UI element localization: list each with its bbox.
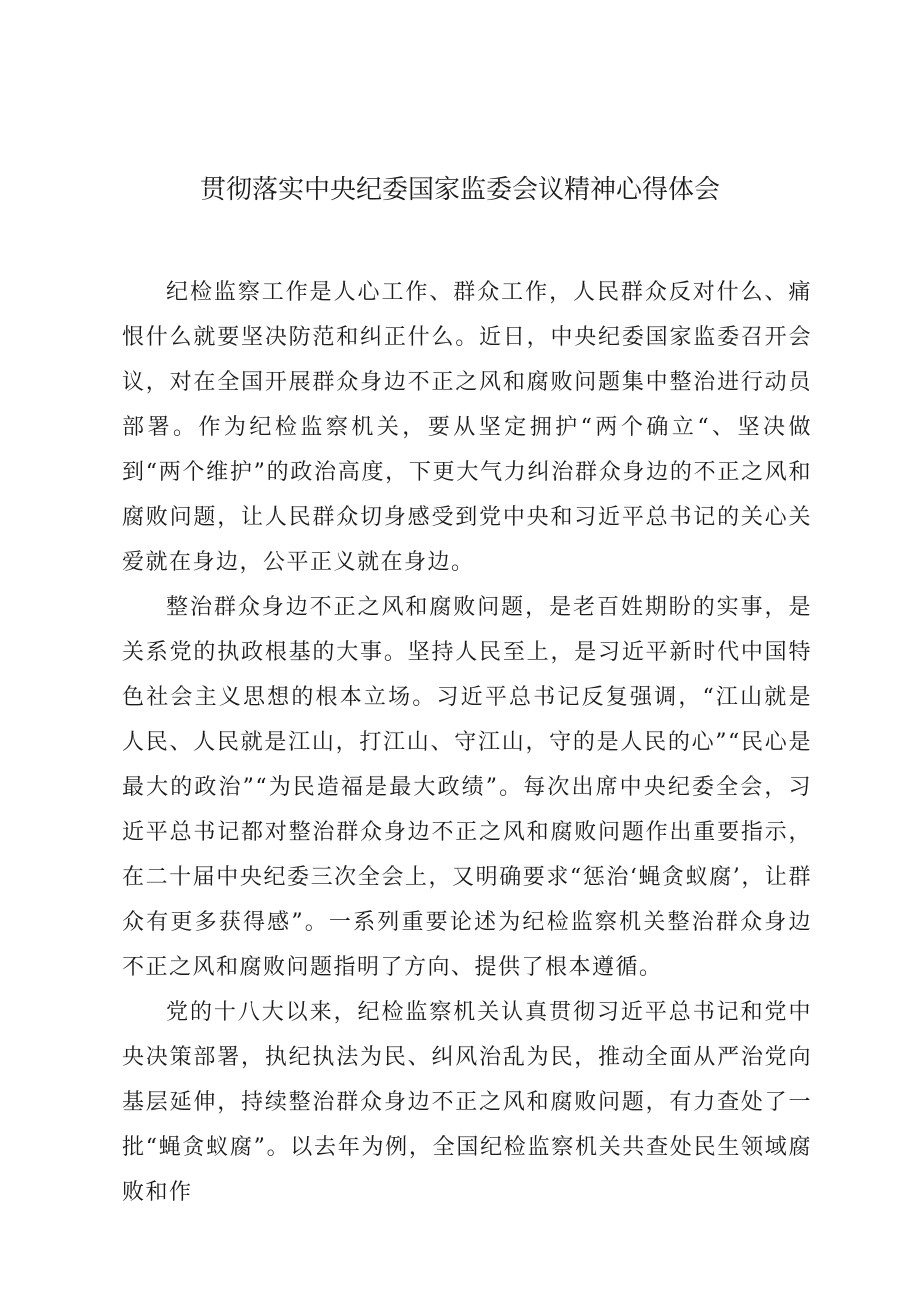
document-title: 贯彻落实中央纪委国家监委会议精神心得体会 <box>199 175 720 205</box>
paragraph-2: 整治群众身边不正之风和腐败问题，是老百姓期盼的实事，是关系党的执政根基的大事。坚持人民至上，是习近平新时代中国特色社会主义思想的根本立场。习近平总书记反复强调，“江山就是人民、人民就是江山，打江山、守江山，守的是人民的心”“民心是最大的政治”“为民造福是最大政绩”。每次出席中央纪委全会，习近平总书记都对整治群众身边不正之风和腐败问题作出重要指示，在二十届中央纪委三次全会上，又明确要求“惩治‘蝇贪蚁腐’，让群众有更多获得感”。一系列重要论述为纪检监察机关整治群众身边不正之风和腐败问题指明了方向、提供了根本遵循。 <box>122 595 812 980</box>
paragraph-1: 纪检监察工作是人心工作、群众工作，人民群众反对什么、痛恨什么就要坚决防范和纠正什么。近日，中央纪委国家监委召开会议，对在全国开展群众身边不正之风和腐败问题集中整治进行动员部署。作为纪检监察机关，要从坚定拥护“两个确立“、坚决做到“两个维护”的政治高度，下更大气力纠治群众身边的不正之风和腐败问题，让人民群众切身感受到党中央和习近平总书记的关心关爱就在身边，公平正义就在身边。 <box>122 280 812 575</box>
paragraph-3: 党的十八大以来，纪检监察机关认真贯彻习近平总书记和党中央决策部署，执纪执法为民、纠风治乱为民，推动全面从严治党向基层延伸，持续整治群众身边不正之风和腐败问题，有力查处了一批“蝇贪蚁腐”。以去年为例，全国纪检监察机关共查处民生领域腐败和作 <box>122 1000 812 1205</box>
document-body <box>122 270 812 1215</box>
